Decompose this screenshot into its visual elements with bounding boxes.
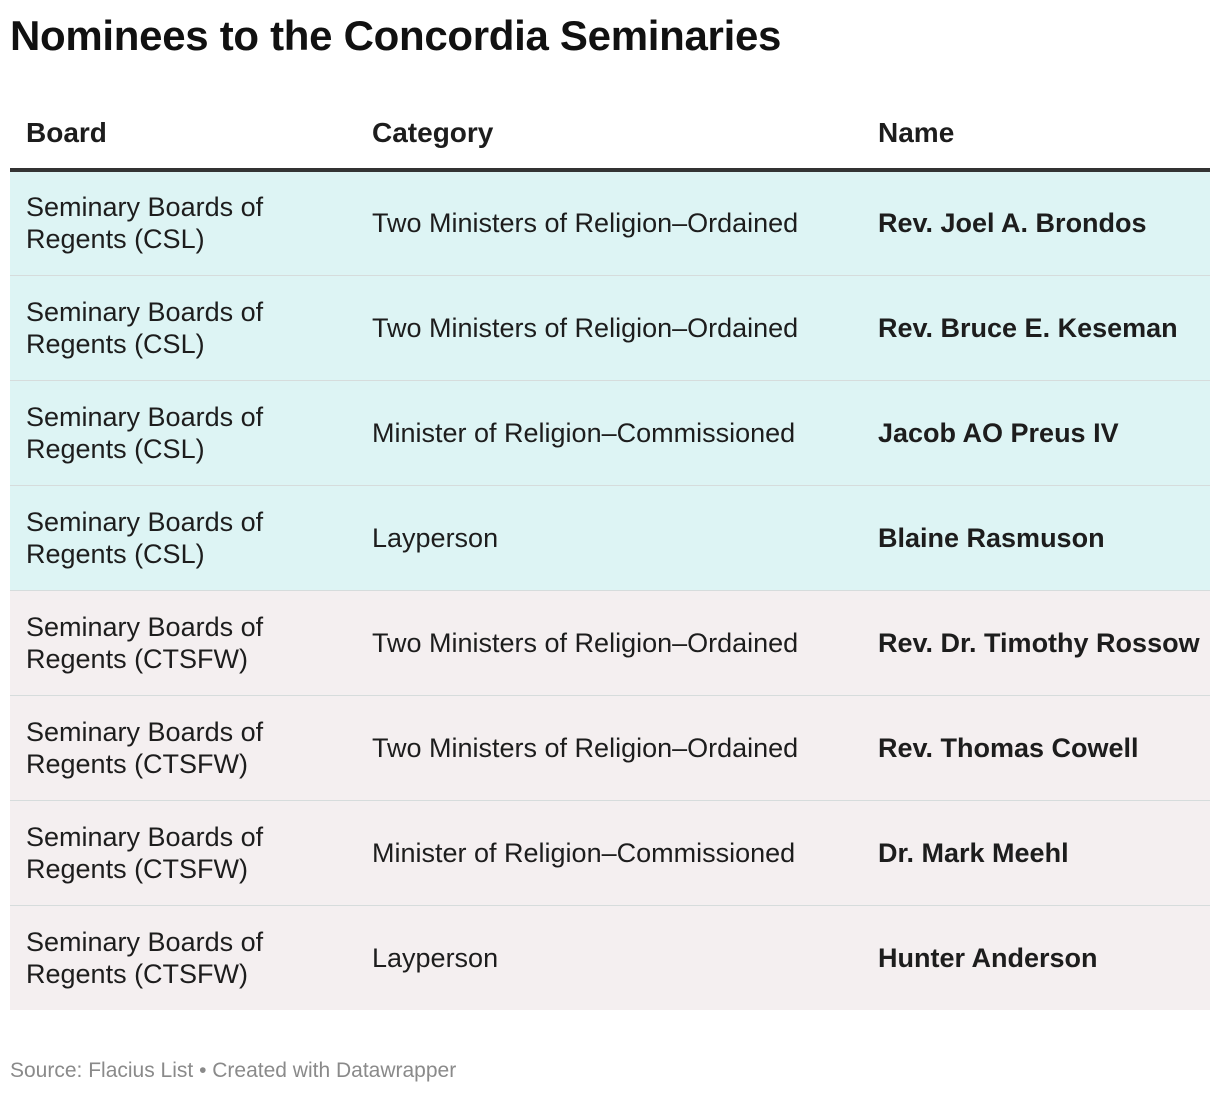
column-header-board[interactable]: Board (10, 98, 356, 170)
table-row (10, 695, 1210, 800)
chart-title: Nominees to the Concordia Seminaries (10, 12, 782, 59)
table-row (10, 275, 1210, 380)
cell-board: Seminary Boards of Regents (CTSFW) (10, 905, 356, 1010)
table-row (10, 905, 1210, 1010)
cell-category: Layperson (356, 485, 862, 590)
cell-name: Dr. Mark Meehl (862, 800, 1210, 905)
cell-category: Two Ministers of Religion–Ordained (356, 275, 862, 380)
table-row (10, 170, 1210, 275)
cell-board: Seminary Boards of Regents (CSL) (10, 170, 356, 275)
column-header-name[interactable]: Name (862, 98, 1210, 170)
cell-name: Blaine Rasmuson (862, 485, 1210, 590)
cell-name: Rev. Thomas Cowell (862, 695, 1210, 800)
table-body (10, 170, 1210, 1010)
cell-category: Two Ministers of Religion–Ordained (356, 170, 862, 275)
cell-category: Minister of Religion–Commissioned (356, 380, 862, 485)
cell-name: Rev. Joel A. Brondos (862, 170, 1210, 275)
table-header-row (10, 98, 1210, 170)
table-row (10, 800, 1210, 905)
cell-name: Rev. Dr. Timothy Rossow (862, 590, 1210, 695)
cell-board: Seminary Boards of Regents (CTSFW) (10, 800, 356, 905)
cell-category: Two Ministers of Religion–Ordained (356, 590, 862, 695)
column-header-category[interactable]: Category (356, 98, 862, 170)
cell-name: Hunter Anderson (862, 905, 1210, 1010)
cell-board: Seminary Boards of Regents (CSL) (10, 380, 356, 485)
table-row (10, 380, 1210, 485)
cell-category: Layperson (356, 905, 862, 1010)
table-row (10, 485, 1210, 590)
nominees-table (10, 98, 1210, 1010)
cell-category: Two Ministers of Religion–Ordained (356, 695, 862, 800)
cell-board: Seminary Boards of Regents (CTSFW) (10, 590, 356, 695)
source-footer: Source: Flacius List • Created with Datawrapper (10, 1059, 457, 1082)
cell-category: Minister of Religion–Commissioned (356, 800, 862, 905)
table-row (10, 590, 1210, 695)
cell-name: Rev. Bruce E. Keseman (862, 275, 1210, 380)
cell-board: Seminary Boards of Regents (CTSFW) (10, 695, 356, 800)
cell-name: Jacob AO Preus IV (862, 380, 1210, 485)
cell-board: Seminary Boards of Regents (CSL) (10, 275, 356, 380)
cell-board: Seminary Boards of Regents (CSL) (10, 485, 356, 590)
